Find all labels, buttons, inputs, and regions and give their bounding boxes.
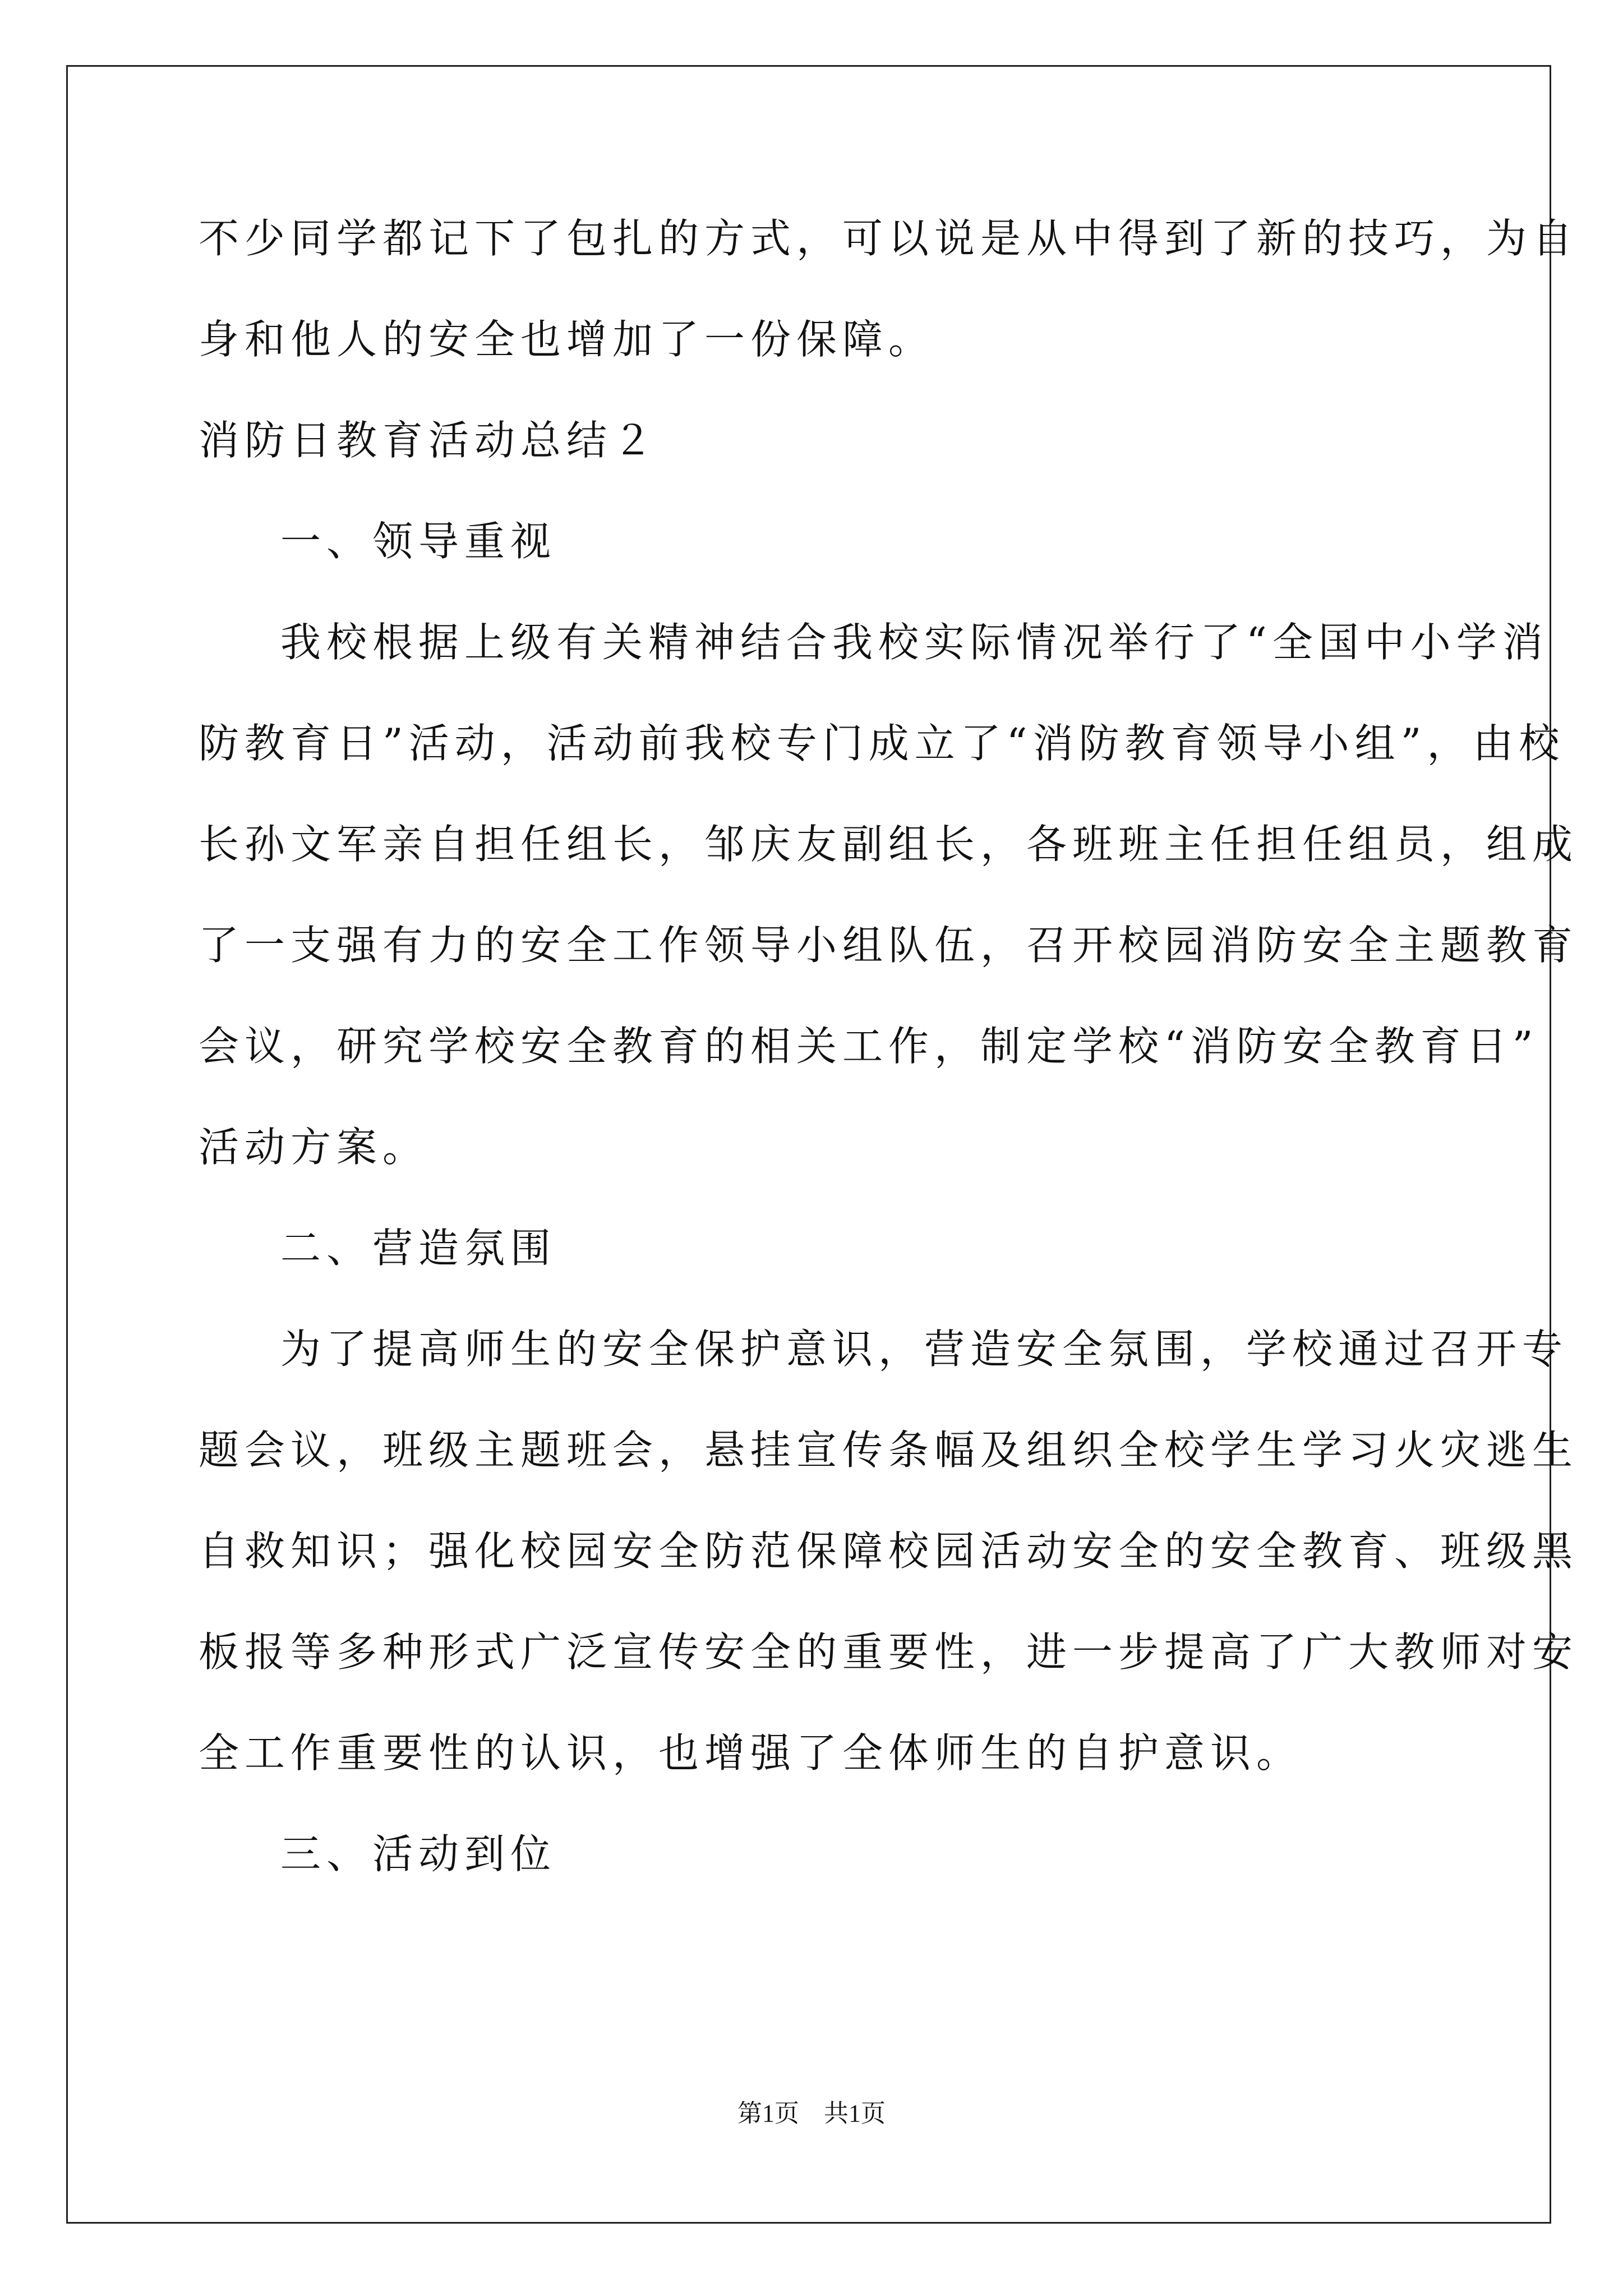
section-heading: 一、领导重视 — [280, 518, 557, 565]
body-text-line: 活动方案。 — [199, 1124, 429, 1171]
section-heading: 三、活动到位 — [280, 1830, 557, 1878]
body-text-line: 自救知识；强化校园安全防范保障校园活动安全的安全教育、班级黑 — [199, 1527, 1579, 1575]
body-text-line: 全工作重要性的认识，也增强了全体师生的自护意识。 — [199, 1729, 1303, 1777]
body-text-line: 我校根据上级有关精神结合我校实际情况举行了“全国中小学消 — [280, 619, 1548, 666]
body-text-line: 会议，研究学校安全教育的相关工作，制定学校“消防安全教育日” — [199, 1023, 1539, 1070]
page-number-footer: 第1页 共1页 — [737, 2100, 886, 2127]
body-text-line: 了一支强有力的安全工作领导小组队伍，召开校园消防安全主题教育 — [199, 922, 1579, 969]
body-text-line: 防教育日”活动，活动前我校专门成立了“消防教育领导小组”，由校 — [199, 720, 1565, 767]
body-text-line: 题会议，班级主题班会，悬挂宣传条幅及组织全校学生学习火灾逃生 — [199, 1427, 1579, 1474]
body-text-line: 为了提高师生的安全保护意识，营造安全氛围，学校通过召开专 — [280, 1326, 1569, 1373]
body-text-line: 板报等多种形式广泛宣传安全的重要性，进一步提高了广大教师对安 — [199, 1628, 1579, 1676]
body-text-line: 长孙文军亲自担任组长，邹庆友副组长，各班班主任担任组员，组成 — [199, 821, 1579, 868]
section-title: 消防日教育活动总结２ — [199, 417, 659, 464]
body-text-line: 不少同学都记下了包扎的方式，可以说是从中得到了新的技巧，为自 — [199, 215, 1579, 262]
section-heading: 二、营造氛围 — [280, 1225, 557, 1272]
body-text-line: 身和他人的安全也增加了一份保障。 — [199, 316, 935, 363]
